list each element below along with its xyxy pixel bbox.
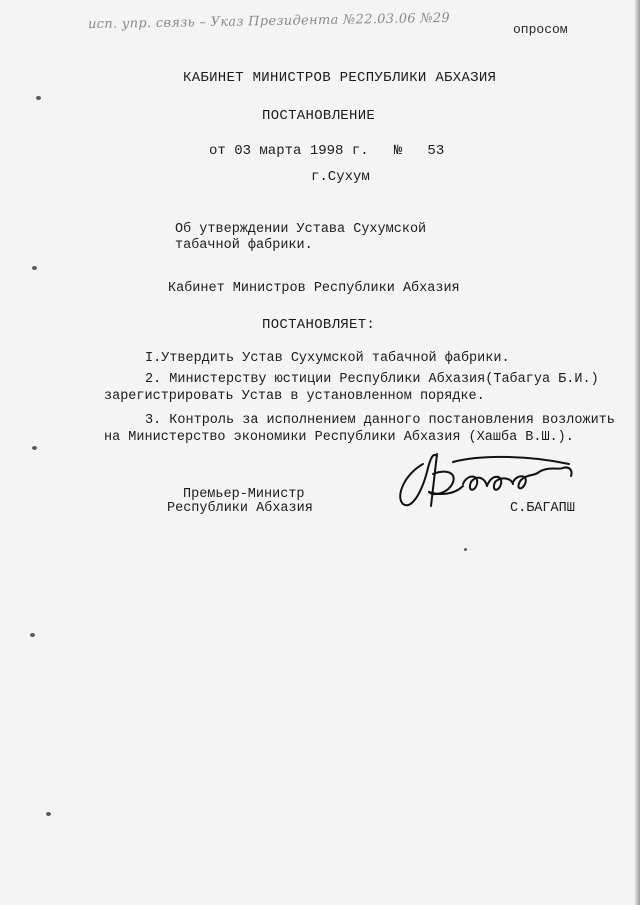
point-2-line-1: 2. Министерству юстиции Республики Абхазия(Табагуа Б.И.)	[145, 372, 599, 387]
point-2-line-2: зарегистрировать Устав в установленном порядке.	[104, 389, 485, 404]
issuer-heading: КАБИНЕТ МИНИСТРОВ РЕСПУБЛИКИ АБХАЗИЯ	[183, 70, 497, 86]
date-line: от 03 марта 1998 г. № 53	[209, 143, 445, 159]
point-3-line-1: 3. Контроль за исполнением данного постановления возложить	[145, 413, 615, 428]
scan-speck	[36, 96, 41, 100]
document-type: ПОСТАНОВЛЕНИЕ	[262, 108, 376, 124]
decree-heading: ПОСТАНОВЛЯЕТ:	[262, 317, 376, 333]
point-1: I.Утвердить Устав Сухумской табачной фабрики.	[145, 351, 510, 366]
stamp-word: опросом	[513, 22, 568, 37]
scan-speck	[46, 812, 51, 816]
scan-speck	[32, 446, 37, 450]
signatory-role-2: Республики Абхазия	[167, 501, 313, 516]
signatory-name: С.БАГАПШ	[510, 501, 575, 516]
signatory-role-1: Премьер-Министр	[183, 487, 305, 502]
subject-line-2: табачной фабрики.	[175, 238, 313, 253]
scan-speck	[464, 548, 467, 551]
point-3-line-2: на Министерство экономики Республики Абхазия (Хашба В.Ш.).	[104, 430, 574, 445]
scan-speck	[30, 633, 35, 637]
scan-edge-shadow	[634, 0, 640, 905]
handwritten-note: исп. упр. связь – Указ Президента №22.03.06 №29	[87, 10, 451, 33]
intro-text: Кабинет Министров Республики Абхазия	[168, 281, 460, 296]
city: г.Сухум	[311, 169, 370, 185]
scan-speck	[32, 266, 37, 270]
subject-line-1: Об утверждении Устава Сухумской	[175, 222, 427, 237]
